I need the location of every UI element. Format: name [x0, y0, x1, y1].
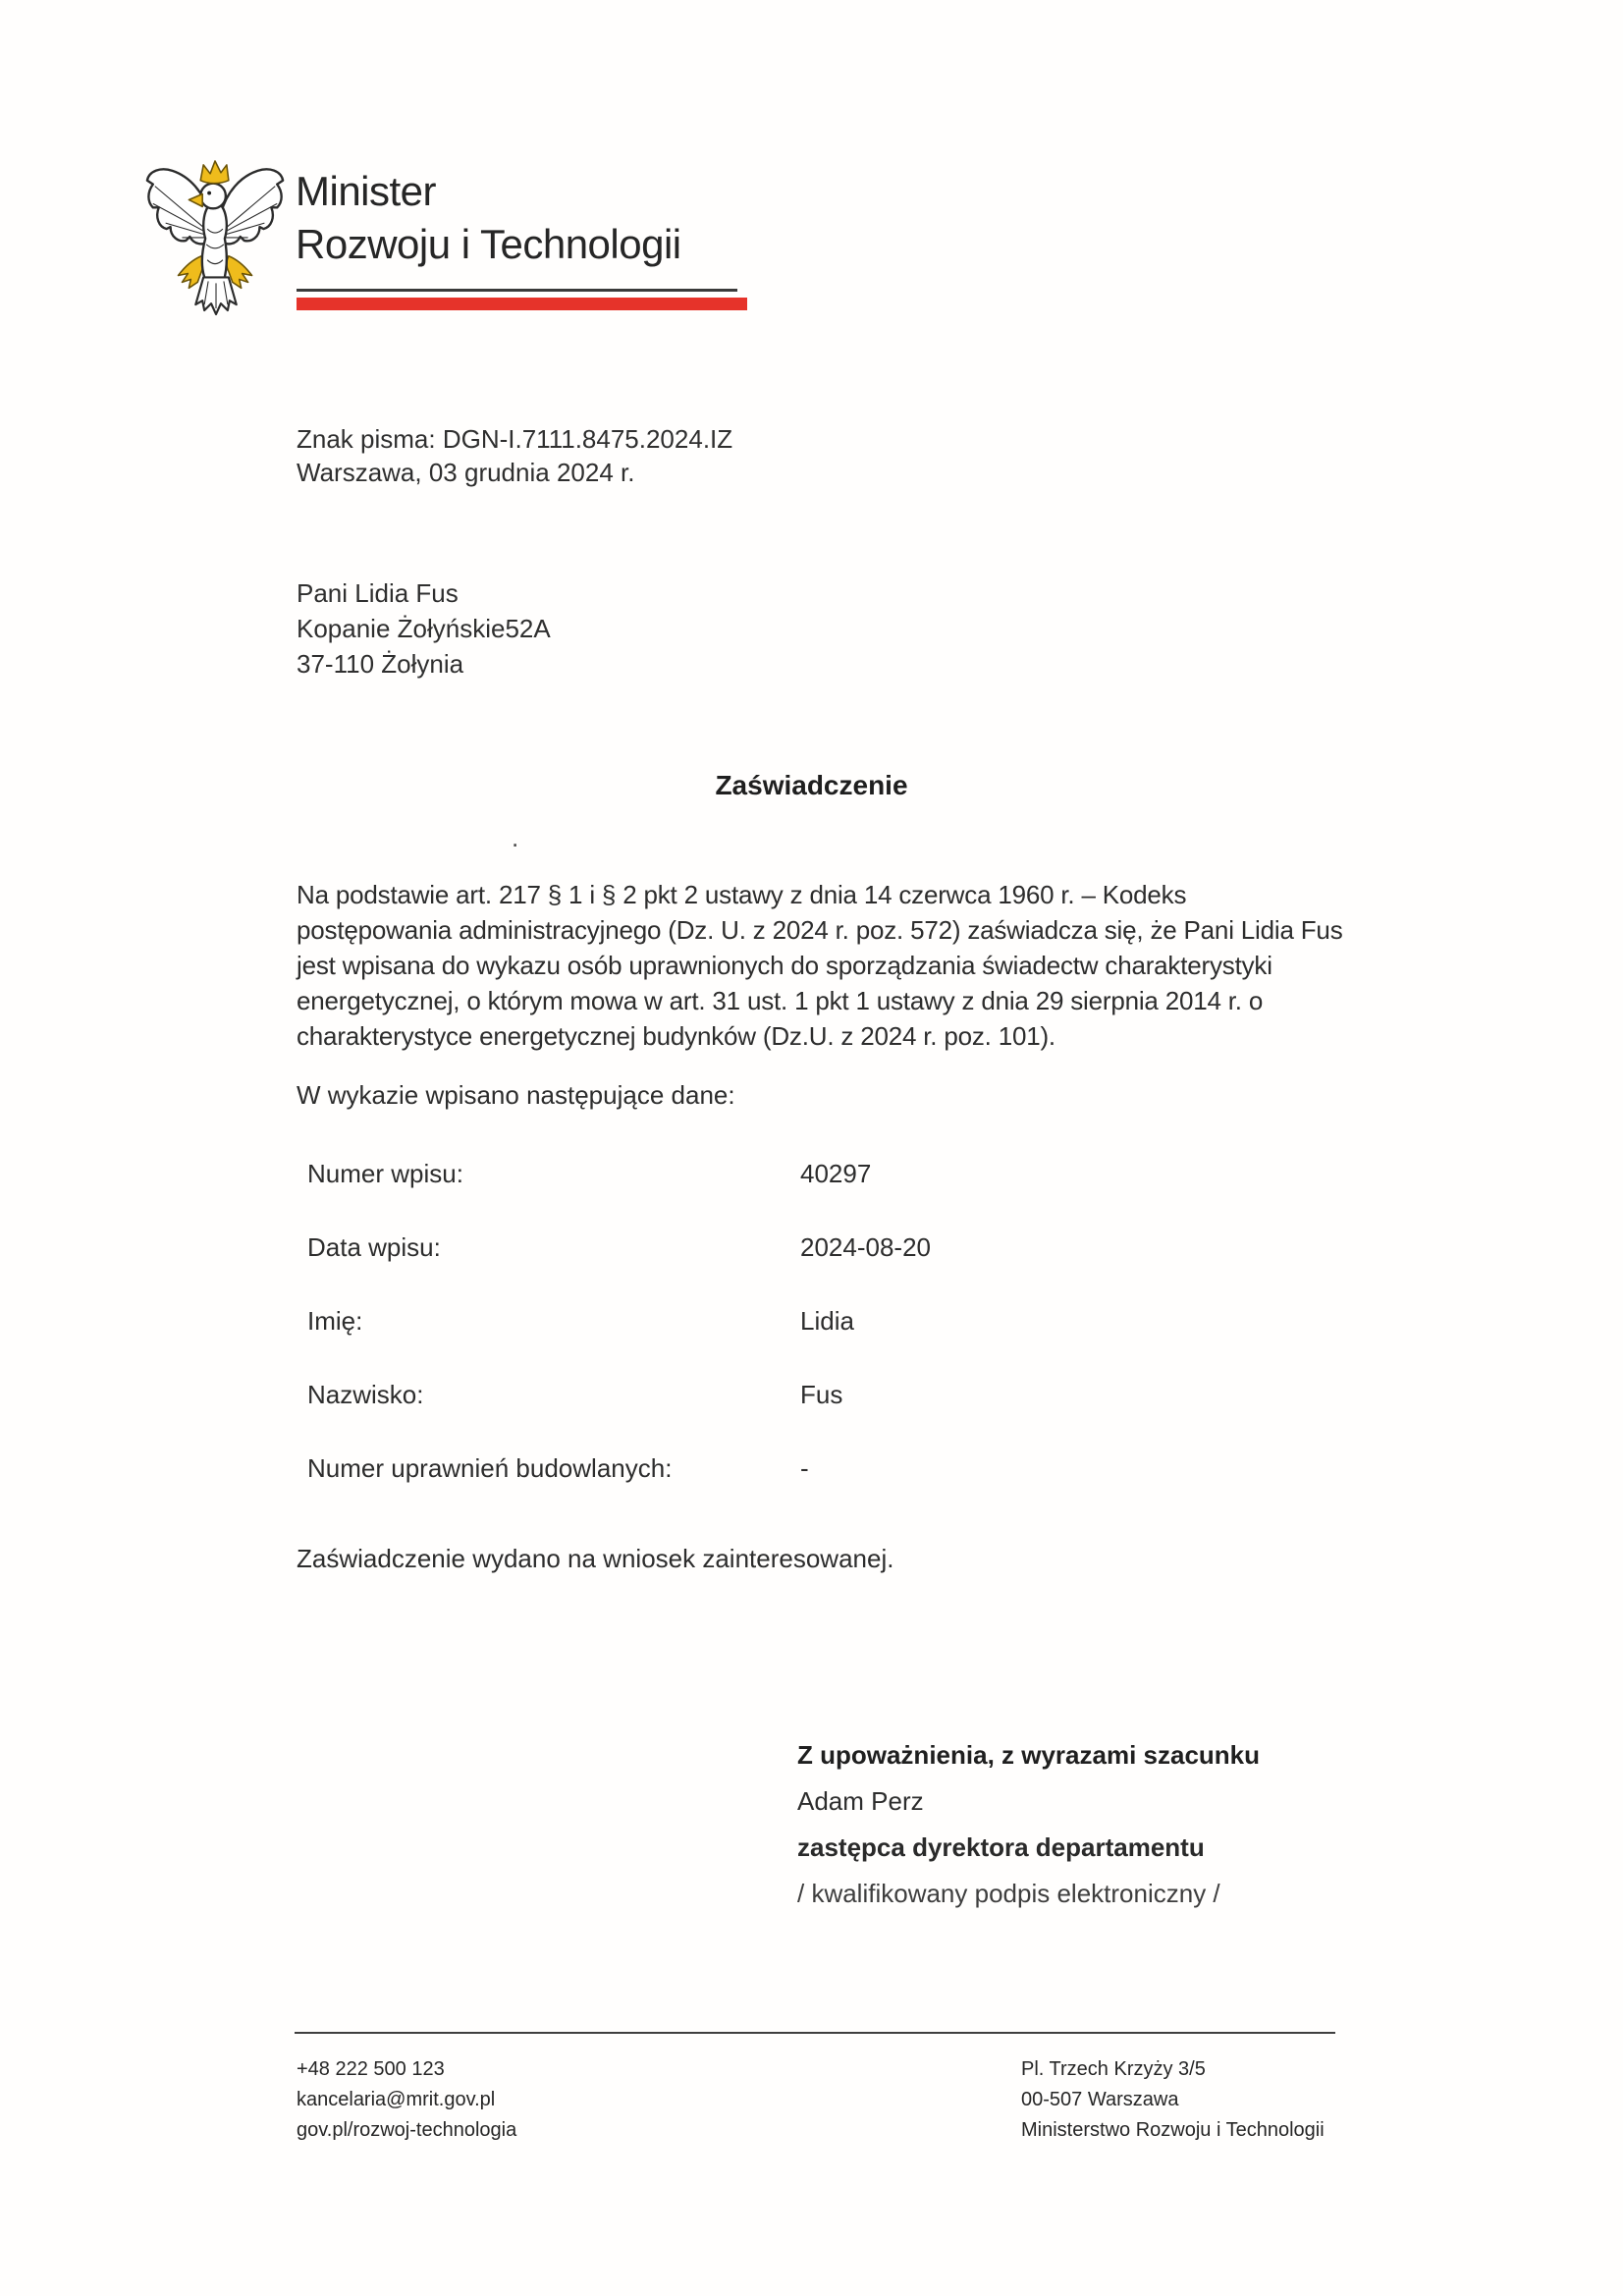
signature-block — [797, 1732, 1260, 1917]
ministry-name-line2: Rozwoju i Technologii — [296, 221, 681, 267]
recipient-street: Kopanie Żołyńskie52A — [297, 614, 551, 643]
field-value-first-name: Lidia — [800, 1306, 854, 1336]
field-label-building-license: Numer uprawnień budowlanych: — [307, 1453, 673, 1483]
registry-fields — [307, 1159, 1289, 1527]
signature-person-title: zastępca dyrektora departamentu — [797, 1832, 1205, 1862]
footer-phone: +48 222 500 123 — [297, 2058, 445, 2080]
closing-statement: Zaświadczenie wydano na wniosek zainteresowanej. — [297, 1544, 894, 1573]
letter-meta — [297, 422, 732, 489]
footer-address-column — [1021, 2054, 1325, 2146]
table-row — [307, 1380, 1289, 1415]
ministry-name-line1: Minister — [296, 168, 437, 214]
field-value-entry-date: 2024-08-20 — [800, 1232, 931, 1262]
registry-intro-line: W wykazie wpisano następujące dane: — [297, 1080, 735, 1110]
reference-number: Znak pisma: DGN-I.7111.8475.2024.IZ — [297, 424, 733, 454]
table-row — [307, 1306, 1289, 1341]
field-value-entry-number: 40297 — [800, 1159, 872, 1188]
field-label-entry-date: Data wpisu: — [307, 1232, 441, 1262]
footer-ministry-name: Ministerstwo Rozwoju i Technologii — [1021, 2119, 1325, 2141]
recipient-city: 37-110 Żołynia — [297, 649, 464, 679]
header-red-bar — [297, 298, 747, 310]
footer-postal-city: 00-507 Warszawa — [1021, 2089, 1179, 2110]
recipient-name: Pani Lidia Fus — [297, 578, 459, 608]
table-row — [307, 1232, 1289, 1268]
stray-scan-mark: . — [512, 823, 519, 852]
footer-website: gov.pl/rozwoj-technologia — [297, 2119, 517, 2141]
field-label-last-name: Nazwisko: — [307, 1380, 424, 1409]
document-title: Zaświadczenie — [715, 770, 908, 800]
header-divider-line — [297, 289, 737, 292]
footer-street: Pl. Trzech Krzyży 3/5 — [1021, 2058, 1206, 2080]
signature-courtesy-line: Z upoważnienia, z wyrazami szacunku — [797, 1740, 1261, 1770]
place-and-date: Warszawa, 03 grudnia 2024 r. — [297, 458, 635, 487]
field-label-entry-number: Numer wpisu: — [307, 1159, 463, 1188]
recipient-address — [297, 575, 551, 682]
legal-basis-paragraph: Na podstawie art. 217 § 1 i § 2 pkt 2 ustawy z dnia 14 czerwca 1960 r. – Kodeks postępowania administracyjnego (Dz. U. z 2024 r. poz. 572) zaświadcza się, że Pani Lidia Fus jest wpisana do wykazu osób uprawnionych do sporządzania świadectw charakterystyki energetycznej, o którym mowa w art. 31 ust. 1 pkt 1 ustawy z dnia 29 sierpnia 2014 r. o charakterystyce energetycznej budynków (Dz.U. z 2024 r. poz. 101). — [297, 880, 1343, 1051]
footer-contact-column — [297, 2054, 516, 2146]
signature-person-name: Adam Perz — [797, 1786, 924, 1816]
field-value-last-name: Fus — [800, 1380, 843, 1409]
ministry-name — [296, 165, 681, 271]
table-row — [307, 1159, 1289, 1194]
footer-email: kancelaria@mrit.gov.pl — [297, 2089, 496, 2110]
signature-electronic-note: / kwalifikowany podpis elektroniczny / — [797, 1879, 1220, 1908]
field-value-building-license: - — [800, 1453, 809, 1483]
polish-eagle-emblem — [139, 153, 295, 318]
footer-divider-line — [295, 2032, 1335, 2034]
field-label-first-name: Imię: — [307, 1306, 363, 1336]
table-row — [307, 1453, 1289, 1489]
